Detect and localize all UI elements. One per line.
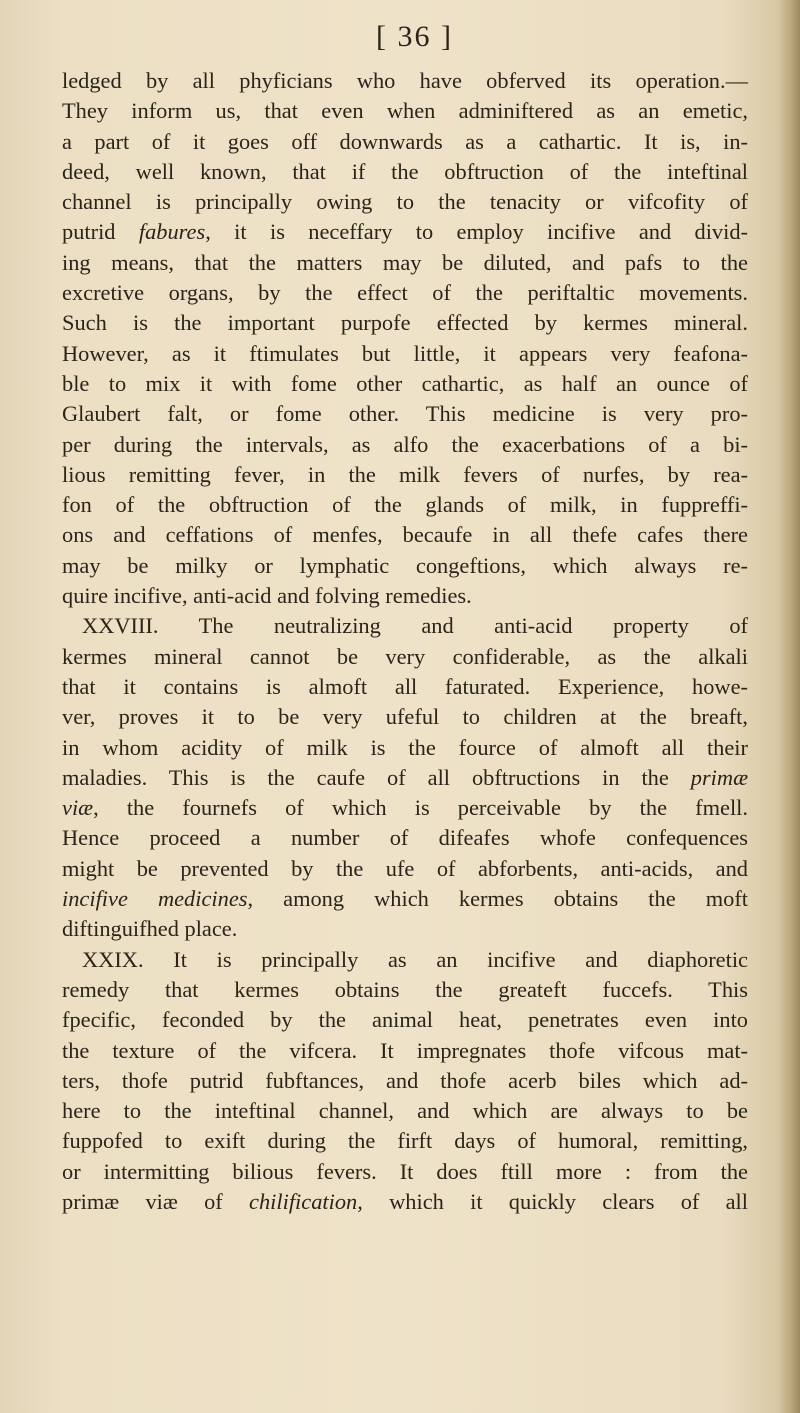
text-line — [62, 884, 748, 914]
text-run: Such is the important purpofe effected by kermes mineral. — [62, 310, 748, 336]
text-line — [62, 1005, 748, 1035]
text-line — [62, 339, 748, 369]
text-line — [62, 763, 748, 793]
text-run: in whom acidity of milk is the fource of almoft all their — [62, 734, 748, 760]
text-line — [62, 733, 748, 763]
text-run: , it is neceffary to employ incifive and divid- — [205, 219, 748, 245]
text-run: here to the inteftinal channel, and which are always to be — [62, 1098, 748, 1124]
text-line — [62, 96, 748, 126]
text-line — [62, 430, 748, 460]
text-run: per during the intervals, as alfo the exacerbations of a bi- — [62, 431, 748, 457]
text-run: fon of the obftruction of the glands of milk, in fuppreffi- — [62, 492, 748, 518]
body-text — [62, 66, 748, 1217]
text-line — [62, 823, 748, 853]
text-line — [62, 793, 748, 823]
text-run: may be milky or lymphatic congeftions, which always re- — [62, 552, 748, 578]
text-line — [62, 66, 748, 96]
text-line — [62, 217, 748, 247]
text-run: maladies. This is the caufe of all obftructions in the — [62, 764, 691, 790]
text-run: or intermitting bilious fevers. It does ftill more : from the — [62, 1158, 748, 1184]
text-run: ing means, that the matters may be diluted, and pafs to the — [62, 249, 748, 275]
text-run: remedy that kermes obtains the greateft fuccefs. This — [62, 976, 748, 1002]
page-number-header: [ 36 ] — [376, 20, 453, 53]
text-line — [62, 369, 748, 399]
text-line — [62, 945, 748, 975]
italic-phrase: viæ — [62, 795, 94, 821]
text-run: quire incifive, anti-acid and folving remedies. — [62, 583, 472, 609]
text-run: XXVIII. The neutralizing and anti-acid property of — [82, 613, 748, 639]
text-line — [62, 1066, 748, 1096]
text-run: deed, well known, that if the obftruction of the inteftinal — [62, 158, 748, 184]
text-line — [62, 1187, 748, 1217]
text-run: fpecific, feconded by the animal heat, penetrates even into — [62, 1007, 748, 1033]
text-line — [62, 581, 748, 611]
text-run: ledged by all phyficians who have obferved its operation.— — [62, 68, 748, 93]
text-run: However, as it ftimulates but little, it appears very feafona- — [62, 340, 748, 366]
text-line — [62, 278, 748, 308]
text-line — [62, 975, 748, 1005]
text-line — [62, 490, 748, 520]
text-run: ons and ceffations of menfes, becaufe in all thefe cafes there — [62, 522, 748, 548]
text-run: the texture of the vifcera. It impregnates thofe vifcous mat- — [62, 1037, 748, 1063]
text-run: excretive organs, by the effect of the periftaltic movements. — [62, 280, 748, 306]
text-run: ver, proves it to be very ufeful to children at the breaft, — [62, 704, 748, 730]
text-line — [62, 127, 748, 157]
text-run: channel is principally owing to the tenacity or vifcofity of — [62, 189, 748, 215]
text-line — [62, 187, 748, 217]
text-run: a part of it goes off downwards as a cathartic. It is, in- — [62, 128, 748, 154]
text-run: ble to mix it with fome other cathartic, as half an ounce of — [62, 370, 748, 396]
text-run: kermes mineral cannot be very confiderable, as the alkali — [62, 643, 748, 669]
text-line — [62, 611, 748, 641]
text-line — [62, 460, 748, 490]
italic-phrase: incifive medicines — [62, 886, 248, 912]
text-line — [62, 520, 748, 550]
text-line — [62, 551, 748, 581]
text-line — [62, 308, 748, 338]
text-run: which it quickly clears of all — [362, 1188, 748, 1214]
text-line — [62, 157, 748, 187]
text-run: putrid — [62, 219, 139, 245]
text-line — [62, 702, 748, 732]
text-line — [62, 1126, 748, 1156]
text-run: Hence proceed a number of difeafes whofe confequences — [62, 825, 748, 851]
italic-phrase: fabures — [138, 219, 206, 245]
italic-phrase: chilification, — [249, 1188, 363, 1214]
text-line — [62, 642, 748, 672]
text-run: Glaubert falt, or fome other. This medicine is very pro- — [62, 401, 748, 427]
text-run: , among which kermes obtains the moft — [247, 886, 748, 912]
text-line — [62, 399, 748, 429]
text-run: XXIX. It is principally as an incifive and diaphoretic — [82, 946, 748, 972]
text-run: diftinguifhed place. — [62, 916, 238, 942]
page-edge-shadow — [778, 0, 800, 1413]
text-line — [62, 1036, 748, 1066]
text-line — [62, 854, 748, 884]
text-line — [62, 914, 748, 944]
text-run: primæ viæ of — [62, 1188, 250, 1214]
text-run: They inform us, that even when adminiftered as an emetic, — [62, 98, 748, 124]
text-run: lious remitting fever, in the milk fevers of nurfes, by rea- — [62, 461, 748, 487]
text-run: fuppofed to exift during the firft days of humoral, remitting, — [62, 1128, 748, 1154]
text-run: , the fournefs of which is perceivable by the fmell. — [93, 795, 748, 821]
text-line — [62, 248, 748, 278]
text-line — [62, 672, 748, 702]
text-run: ters, thofe putrid fubftances, and thofe acerb biles which ad- — [62, 1067, 748, 1093]
text-line — [62, 1096, 748, 1126]
italic-phrase: primæ — [690, 764, 748, 790]
text-run: might be prevented by the ufe of abforbents, anti-acids, and — [62, 855, 748, 881]
text-line — [62, 1157, 748, 1187]
text-run: that it contains is almoft all faturated. Experience, howe- — [62, 673, 748, 699]
